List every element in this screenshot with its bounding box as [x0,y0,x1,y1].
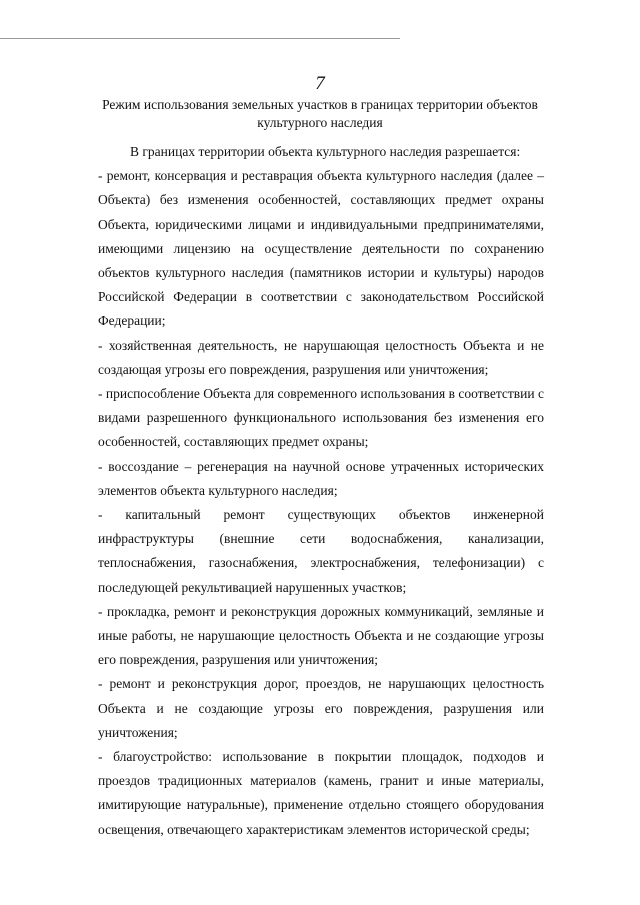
page-number: 7 [315,73,325,94]
list-item: - приспособление Объекта для современного использования в соответствии с видами разрешенного функционального использования без изменения его особенностей, составляющих предмет охраны; [98,386,544,450]
list-item: - ремонт, консервация и реставрация объекта культурного наследия (далее – Объекта) без изменения особенностей, составляющих предмет охраны Объекта, юридическими лицами и индивидуальными предпринимателями, имеющими лицензию на осуществление деятельности по сохранению объектов культурного наследия (памятников истории и культуры) народов Российской Федерации в соответствии с законодательством Российской Федерации; [98,168,544,329]
list-item: - благоустройство: использование в покрытии площадок, подходов и проездов традиционных материалов (камень, гранит и иные материалы, имитирующие натуральные), применение отдельно стоящего оборудования освещения, отвечающего характеристикам элементов исторической среды; [98,749,544,837]
body-text [98,140,544,842]
list-item: - ремонт и реконструкция дорог, проездов, не нарушающих целостность Объекта и не создающие угрозы его повреждения, разрушения или уничтожения; [98,676,544,740]
top-rule [0,38,400,39]
list-item: - воссоздание – регенерация на научной основе утраченных исторических элементов объекта культурного наследия; [98,458,544,498]
list-item: - капитальный ремонт существующих объектов инженерной инфраструктуры (внешние сети водоснабжения, канализации, теплоснабжения, газоснабжения, электроснабжения, телефонизации) с последующей рекультивацией нарушенных участков; [98,507,544,595]
intro-paragraph: В границах территории объекта культурного наследия разрешается: [130,144,521,159]
list-item: - хозяйственная деятельность, не нарушающая целостность Объекта и не создающая угрозы его повреждения, разрушения или уничтожения; [98,337,544,377]
section-title: Режим использования земельных участков в границах территории объектов культурного наследия [102,97,538,130]
list-item: - прокладка, ремонт и реконструкция дорожных коммуникаций, земляные и иные работы, не нарушающие целостность Объекта и не создающие угрозы его повреждения, разрушения или уничтожения; [98,603,544,668]
